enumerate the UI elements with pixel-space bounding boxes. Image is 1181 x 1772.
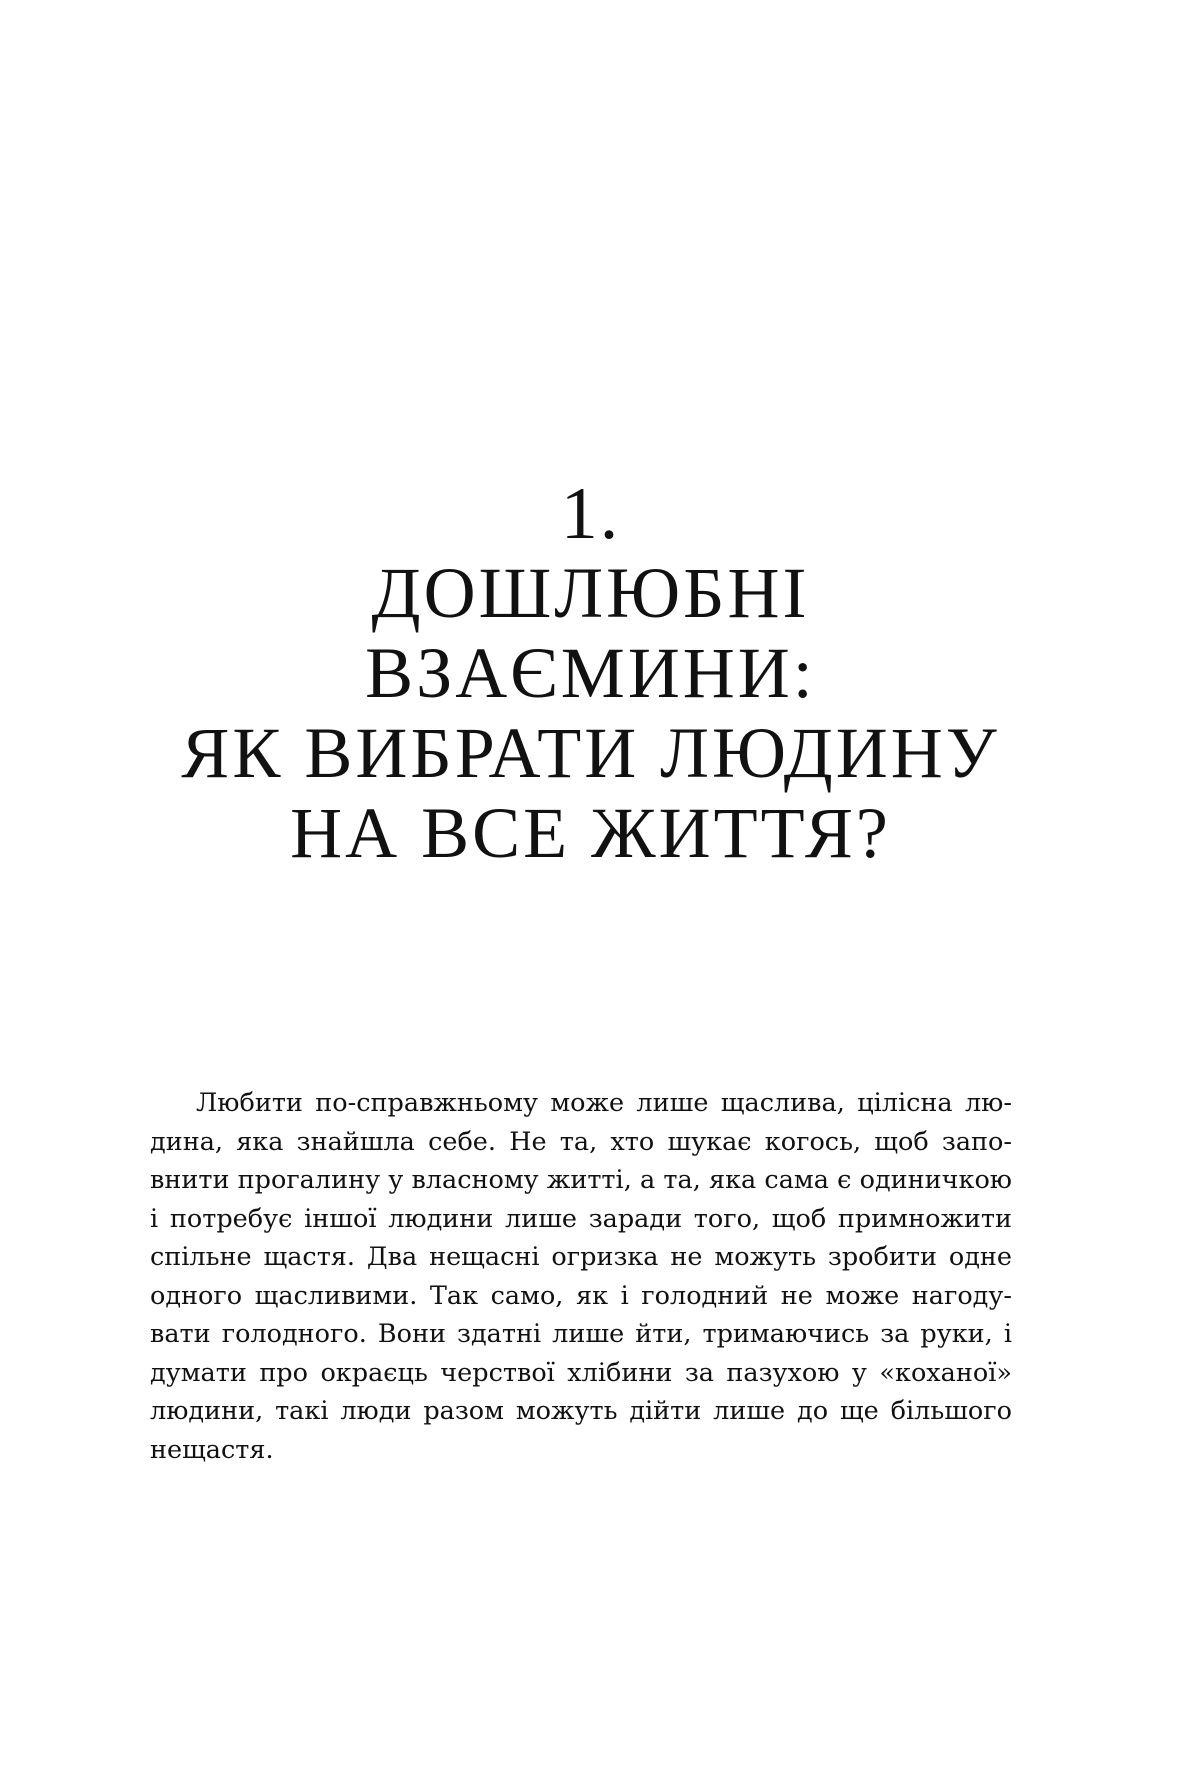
chapter-title-line: НА ВСЕ ЖИТТЯ?: [290, 793, 891, 873]
chapter-number: 1.: [560, 473, 621, 555]
paragraph-line: одного щасливими. Так само, як і голодний не може нагоду-: [150, 1280, 1012, 1311]
chapter-heading: [0, 475, 1181, 873]
paragraph-line: вати голодного. Вони здатні лише йти, тримаючись за руки, і: [150, 1319, 1012, 1349]
paragraph-line: людини, такі люди разом можуть дійти лише до ще більшого: [150, 1396, 1012, 1426]
paragraph-line: думати про окраєць черствої хлібини за пазухою у «коханої»: [150, 1357, 1012, 1388]
chapter-title-line: ЯК ВИБРАТИ ЛЮДИНУ: [181, 713, 1000, 793]
paragraph-line: дина, яка знайшла себе. Не та, хто шукає когось, щоб запо-: [150, 1126, 1012, 1157]
paragraph-line: і потребує іншої людини лише заради того, щоб примножити: [150, 1203, 1012, 1234]
body-paragraph: [150, 1084, 1012, 1469]
paragraph-line: Любити по-справжньому може лише щаслива, цілісна лю-: [196, 1088, 1012, 1118]
chapter-title-line: ВЗАЄМИНИ:: [365, 633, 816, 713]
chapter-title-line: ДОШЛЮБНІ: [371, 553, 810, 633]
paragraph-line: нещастя.: [150, 1434, 274, 1465]
paragraph-line: спільне щастя. Два нещасні огризка не можуть зробити одне: [150, 1242, 1012, 1272]
paragraph-line: внити прогалину у власному житті, а та, яка сама є одиничкою: [150, 1165, 1012, 1195]
